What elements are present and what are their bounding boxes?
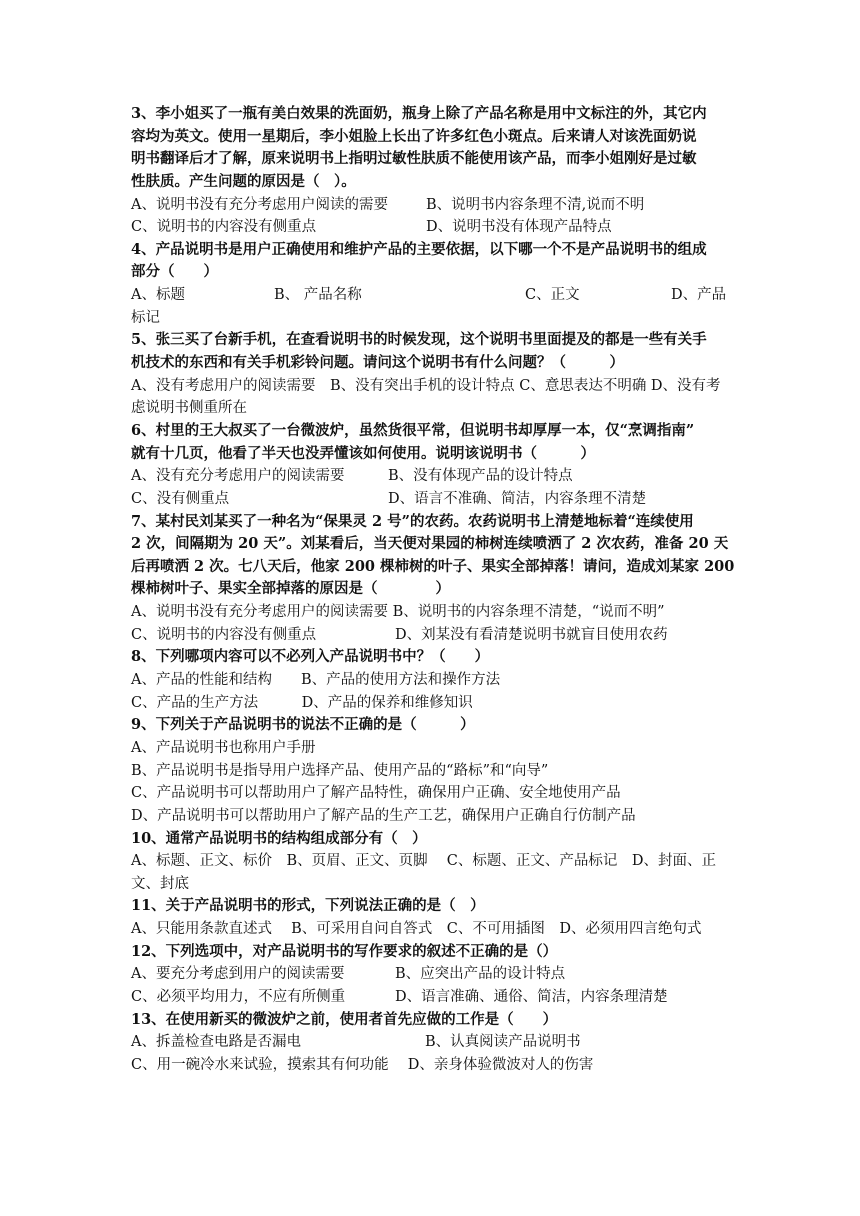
question-7 — [131, 511, 735, 647]
option-a: A、没有充分考虑用户的阅读需要 — [131, 468, 345, 485]
option-row — [131, 624, 731, 647]
question-stem-line: 7、某村民刘某买了一种名为“保果灵 2 号”的农药。农药说明书上清楚地标着“连续使用 — [131, 512, 694, 530]
option-c: C、必须平均用力，不应有所侧重 — [131, 988, 346, 1005]
options-line: A、产品的性能和结构 B、产品的使用方法和操作方法 — [131, 672, 501, 689]
option-row — [131, 986, 731, 1009]
question-stem-line: 棵柿树叶子、果实全部掉落的原因是（ ） — [131, 580, 450, 598]
option-c: C、产品说明书可以帮助用户了解产品特性，确保用户正确、安全地使用产品 — [131, 785, 621, 802]
question-12 — [131, 941, 731, 1009]
option-c: C、说明书的内容没有侧重点 — [131, 219, 317, 236]
option-d: D、说明书没有体现产品特点 — [426, 219, 612, 236]
option-row — [131, 216, 731, 239]
options-line: A、说明书没有充分考虑用户的阅读需要 B、说明书的内容条理不清楚，“说而不明” — [131, 604, 665, 621]
option-row — [131, 465, 731, 488]
options-line: A、标题、正文、标价 B、页眉、正文、页脚 C、标题、正文、产品标记 D、封面、正 — [131, 853, 716, 870]
question-stem-line: 5、张三买了台新手机，在查看说明书的时候发现，这个说明书里面提及的都是一些有关手 — [131, 331, 707, 349]
options-line: A、没有考虑用户的阅读需要 B、没有突出手机的设计特点 C、意思表达不明确 D、没有考 — [131, 377, 721, 394]
option-a: A、要充分考虑到用户的阅读需要 — [131, 966, 345, 983]
question-stem-line: 机技术的东西和有关手机彩铃问题。请问这个说明书有什么问题？（ ） — [131, 354, 624, 372]
option-a: A、产品说明书也称用户手册 — [131, 739, 316, 756]
question-stem-line: 9、下列关于产品说明书的说法不正确的是（ ） — [131, 716, 475, 734]
option-d: D、产品 — [671, 287, 727, 304]
question-stem-line: 3、李小姐买了一瓶有美白效果的洗面奶，瓶身上除了产品名称是用中文标注的外，其它内 — [131, 105, 707, 122]
document-page — [131, 103, 735, 1077]
option-b: B、没有体现产品的设计特点 — [388, 468, 573, 485]
question-stem-line: 后再喷洒 2 次。七八天后，他家 200 棵柿树的叶子、果实全部掉落！请问，造成刘某家 200 — [131, 557, 735, 575]
question-4 — [131, 239, 731, 330]
question-8 — [131, 646, 731, 714]
option-row — [131, 194, 731, 217]
option-b: B、 产品名称 — [274, 287, 362, 304]
options-line: C、用一碗冷水来试验，摸索其有何功能 D、亲身体验微波对人的伤害 — [131, 1056, 594, 1073]
option-a: A、拆盖检查电路是否漏电 — [131, 1034, 301, 1051]
option-c: C、没有侧重点 — [131, 490, 230, 507]
option-a: A、标题 — [131, 287, 185, 304]
question-6 — [131, 420, 731, 511]
question-stem-line: 容均为英文。使用一星期后，李小姐脸上长出了许多红色小斑点。后来请人对该洗面奶说 — [131, 127, 697, 145]
question-stem-line: 2 次，间隔期为 20 天”。刘某看后，当天便对果园的柿树连续喷洒了 2 次农药，准备 20 天 — [131, 535, 729, 553]
option-a: A、说明书没有充分考虑用户阅读的需要 — [131, 196, 388, 213]
option-d: D、语言准确、通俗、简洁，内容条理清楚 — [395, 988, 668, 1005]
option-row — [131, 488, 731, 511]
option-row — [131, 963, 731, 986]
option-d-continuation: 标记 — [131, 309, 160, 326]
question-stem-line: 就有十几页，他看了半天也没弄懂该如何使用。说明该说明书（ ） — [131, 444, 595, 462]
options-line: C、产品的生产方法 D、产品的保养和维修知识 — [131, 694, 473, 711]
question-stem-line: 12、下列选项中，对产品说明书的写作要求的叙述不正确的是（） — [131, 942, 558, 960]
question-stem-line: 6、村里的王大叔买了一台微波炉，虽然货很平常，但说明书却厚厚一本，仅“烹调指南” — [131, 421, 695, 439]
option-c: C、正文 — [525, 287, 580, 304]
question-5 — [131, 329, 731, 420]
question-stem-line: 8、下列哪项内容可以不必列入产品说明书中？（ ） — [131, 648, 490, 666]
options-line: 虑说明书侧重所在 — [131, 400, 247, 417]
question-13 — [131, 1009, 731, 1077]
option-d: D、语言不准确、简洁，内容条理不清楚 — [388, 490, 647, 507]
option-row — [131, 284, 731, 307]
option-b: B、认真阅读产品说明书 — [425, 1034, 581, 1051]
option-row — [131, 1031, 731, 1054]
question-stem-line: 10、通常产品说明书的结构组成部分有（ ） — [131, 829, 427, 847]
question-stem-line: 部分（ ） — [131, 263, 218, 281]
option-b: B、应突出产品的设计特点 — [395, 966, 566, 983]
question-3 — [131, 103, 731, 239]
option-d: D、产品说明书可以帮助用户了解产品的生产工艺，确保用户正确自行仿制产品 — [131, 807, 636, 824]
question-10 — [131, 828, 731, 896]
option-c: C、说明书的内容没有侧重点 — [131, 626, 317, 643]
question-stem-line: 11、关于产品说明书的形式，下列说法正确的是（ ） — [131, 897, 485, 915]
question-stem-line: 4、产品说明书是用户正确使用和维护产品的主要依据，以下哪一个不是产品说明书的组成 — [131, 240, 707, 258]
options-line: 文、封底 — [131, 875, 189, 892]
question-stem-line: 13、在使用新买的微波炉之前，使用者首先应做的工作是（ ） — [131, 1010, 558, 1028]
option-d: D、刘某没有看清楚说明书就盲目使用农药 — [395, 626, 668, 643]
question-stem-line: 明书翻译后才了解，原来说明书上指明过敏性肤质不能使用该产品，而李小姐刚好是过敏 — [131, 150, 697, 168]
option-b: B、说明书内容条理不清,说而不明 — [426, 196, 645, 213]
question-stem-line: 性肤质。产生问题的原因是（ ）。 — [131, 172, 356, 190]
option-b: B、产品说明书是指导用户选择产品、使用产品的“路标”和“向导” — [131, 762, 549, 779]
question-11 — [131, 895, 731, 940]
question-9 — [131, 714, 731, 827]
options-line: A、只能用条款直述式 B、可采用自问自答式 C、不可用插图 D、必须用四言绝句式 — [131, 921, 702, 938]
